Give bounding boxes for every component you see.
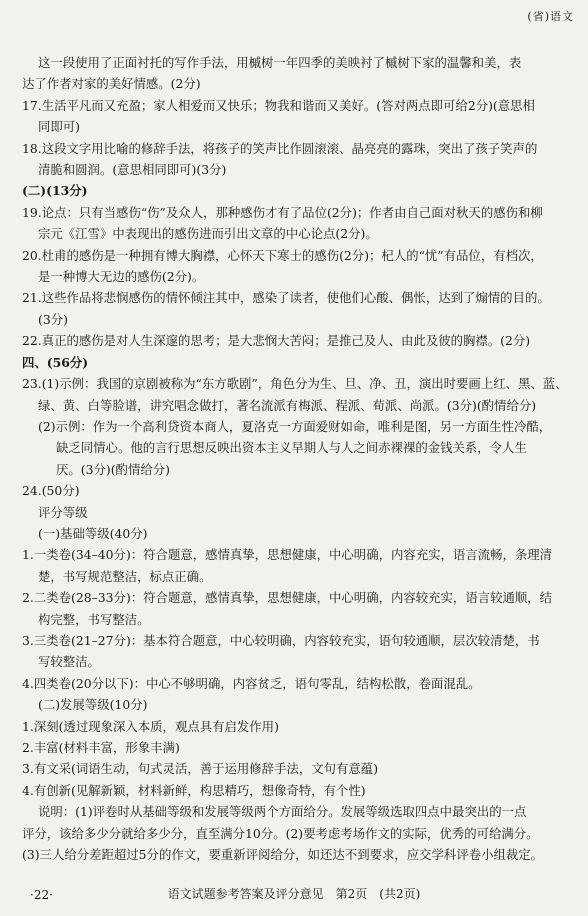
grade-level-1: 1.一类卷(34–40分)：符合题意，感情真挚，思想健康，中心明确，内容充实，语言流畅，条理清 <box>22 547 553 563</box>
text-line: 宗元《江雪》中表现出的感伤进而引出文章的中心论点(2分)。 <box>38 226 378 242</box>
section-heading: (二)(13分) <box>22 183 88 199</box>
text-line: 缺乏同情心。他的言行思想反映出资本主义早期人与人之间赤裸裸的金钱关系，令人生 <box>56 440 527 456</box>
text-line: (3分) <box>38 311 68 327</box>
text-line: 写较整洁。 <box>38 654 100 670</box>
grade-level-3: 3.三类卷(21–27分)：基本符合题意，中心较明确，内容较充实，语句较通顺，层次较清楚，书 <box>22 632 540 648</box>
text-line: 这一段使用了正面衬托的写作手法，用槭树一年四季的美映衬了槭树下家的温馨和美，表 <box>38 55 522 70</box>
answer-19: 19.论点：只有当感伤“伤”及众人，那种感伤才有了品位(2分)；作者由自己面对秋天的感伤和柳 <box>22 204 543 220</box>
grading-subheading: (二)发展等级(10分) <box>38 697 148 713</box>
grading-heading: 评分等级 <box>38 504 88 520</box>
development-item: 3.有文采(词语生动，句式灵活，善于运用修辞手法，文句有意蕴) <box>22 761 379 777</box>
answer-20: 20.杜甫的感伤是一种拥有博大胸襟，心怀天下寒士的感伤(2分)；杞人的“忧”有品位，有档次， <box>22 247 543 263</box>
text-line: 是一种博大无边的感伤(2分)。 <box>38 269 205 285</box>
notes-line: 说明：(1)评卷时从基础等级和发展等级两个方面给分。发展等级选取四点中最突出的一点 <box>38 804 527 820</box>
answer-23: 23.(1)示例：我国的京剧被称为“东方歌剧”，角色分为生、旦、净、丑，演出时要画上红、黑、蓝、 <box>22 376 568 392</box>
development-item: 1.深刻(透过现象深入本质，观点具有启发作用) <box>22 718 279 734</box>
answer-21: 21.这些作品将悲悯感伤的情怀倾注其中，感染了读者，使他们心酸、偶怅，达到了煽情的目的。 <box>22 290 550 306</box>
text-line: 达了作者对家的美好情感。(2分) <box>22 76 201 92</box>
text-line: 楚，书写规范整洁，标点正确。 <box>38 568 212 584</box>
notes-line: (3)三人给分差距超过5分的作文，要重新评阅给分，如还达不到要求，应交学科评卷小组裁定。 <box>22 847 544 863</box>
answer-22: 22.真正的感伤是对人生深邃的思考；是大悲悯大苦闷；是推己及人、由此及彼的胸襟。(2分) <box>22 333 531 349</box>
answer-key-body <box>22 52 570 865</box>
text-line: 构完整，书写整洁。 <box>38 611 150 627</box>
text-line: 清脆和圆润。(意思相同即可)(3分) <box>38 162 227 178</box>
grade-level-4: 4.四类卷(20分以下)：中心不够明确，内容贫乏，语句零乱，结构松散，卷面混乱。 <box>22 675 481 691</box>
grade-level-2: 2.二类卷(28–33分)：符合题意，感情真挚，思想健康，中心明确，内容较充实，语言较通顺，结 <box>22 590 553 606</box>
answer-17: 17.生活平凡而又充盈；家人相爱而又快乐；物我和谐而又美好。(答对两点即可给2分)(意思相 <box>22 97 535 113</box>
grading-subheading: (一)基础等级(40分) <box>38 525 148 541</box>
text-line: 厌。(3分)(酌情给分) <box>56 461 170 477</box>
text-line: 同即可) <box>38 119 81 135</box>
header-tag: (省)语文 <box>527 10 574 23</box>
answer-18: 18.这段文字用比喻的修辞手法，将孩子的笑声比作圆滚滚、晶亮亮的露珠，突出了孩子笑声的 <box>22 140 538 156</box>
notes-line: 评分，该给多少分就给多少分，直至满分10分。(2)要考虑考场作文的实际，优秀的可给满分。 <box>22 825 539 841</box>
section-heading: 四、(56分) <box>22 354 89 370</box>
page-number: ·22· <box>30 888 53 902</box>
development-item: 2.丰富(材料丰富，形象丰满) <box>22 740 180 755</box>
answer-24: 24.(50分) <box>22 483 80 499</box>
development-item: 4.有创新(见解新颖，材料新鲜，构思精巧，想像奇特，有个性) <box>22 782 366 798</box>
text-line: 绿、黄、白等脸谱，讲究唱念做打，著名流派有梅派、程派、荀派、尚派。(3分)(酌情给分) <box>38 397 537 413</box>
footer-caption: 语文试题参考答案及评分意见 第2页 (共2页) <box>167 887 421 901</box>
text-line: (2)示例：作为一个高利贷资本商人，夏洛克一方面爱财如命，唯利是图，另一方面生性冷酷， <box>38 418 552 434</box>
